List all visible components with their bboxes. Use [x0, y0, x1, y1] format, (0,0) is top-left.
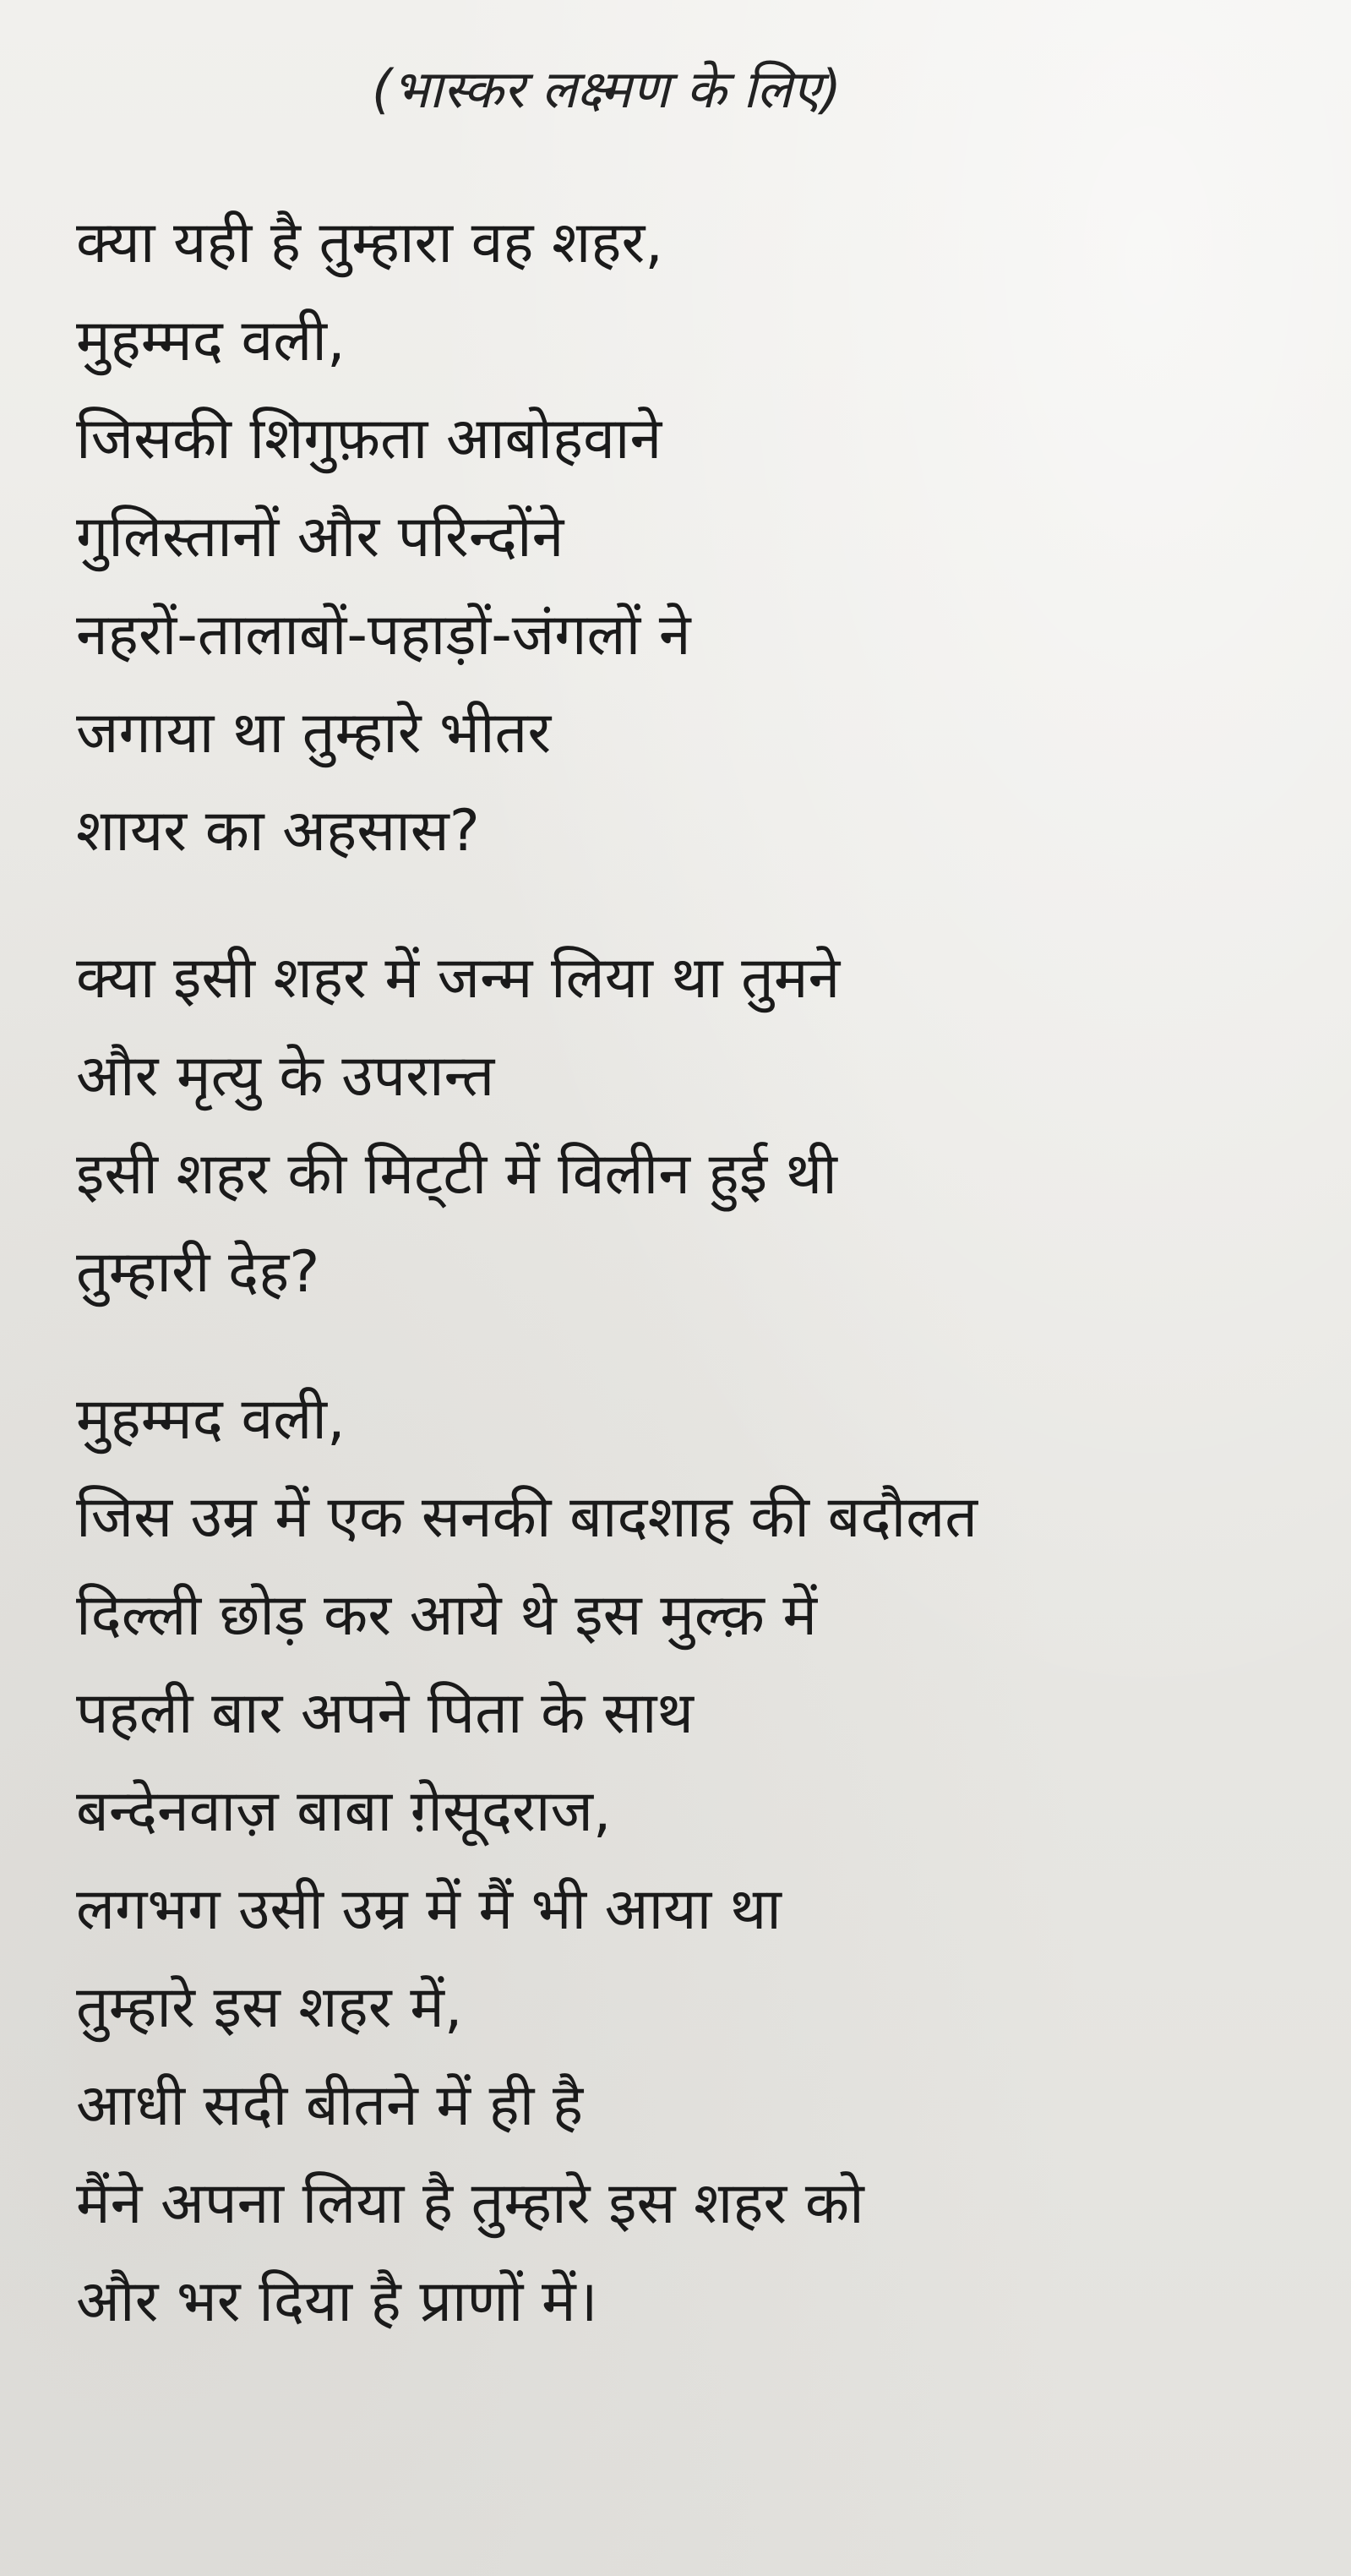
poem-dedication: (भास्कर लक्ष्मण के लिए): [372, 58, 842, 120]
poem-line: बन्देनवाज़ बाबा ग़ेसूदराज,: [76, 1778, 612, 1845]
stanza-2: [76, 930, 1326, 1322]
stanza-1: [76, 194, 1326, 881]
stanza-3: [76, 1371, 1326, 2351]
poem-line: नहरों-तालाबों-पहाड़ों-जंगलों ने: [76, 602, 691, 669]
poem-line: क्या यही है तुम्हारा वह शहर,: [76, 210, 663, 276]
poem-line: गुलिस्तानों और परिन्दोंने: [76, 504, 564, 570]
poem-line: मैंने अपना लिया है तुम्हारे इस शहर को: [76, 2170, 864, 2237]
poem-line: और भर दिया है प्राणों में।: [76, 2268, 598, 2335]
poem-line: शायर का अहसास?: [76, 798, 480, 865]
poem-line: पहली बार अपने पिता के साथ: [76, 1680, 694, 1747]
poem-line: इसी शहर की मिट्‌टी में विलीन हुई थी: [76, 1141, 837, 1208]
poem-line: क्या इसी शहर में जन्म लिया था तुमने: [76, 945, 841, 1012]
poem-line: दिल्ली छोड़ कर आये थे इस मुल्क़ में: [76, 1582, 818, 1649]
poem-line: जगाया था तुम्हारे भीतर: [76, 700, 552, 767]
poem-line: और मृत्यु के उपरान्त: [76, 1043, 495, 1110]
poem-line: तुम्हारे इस शहर में,: [76, 1974, 463, 2041]
poem-line: जिसकी शिगुफ़ता आबोहवाने: [76, 406, 662, 472]
poem-body: [76, 194, 1326, 2400]
poem-line: मुहम्मद वली,: [76, 1386, 346, 1453]
poem-line: आधी सदी बीतने में ही है: [76, 2072, 584, 2139]
poem-line: लगभग उसी उम्र में मैं भी आया था: [76, 1876, 782, 1943]
poem-line: जिस उम्र में एक सनकी बादशाह की बदौलत: [76, 1484, 978, 1551]
poem-line: तुम्हारी देह?: [76, 1239, 320, 1306]
poem-line: मुहम्मद वली,: [76, 308, 346, 374]
